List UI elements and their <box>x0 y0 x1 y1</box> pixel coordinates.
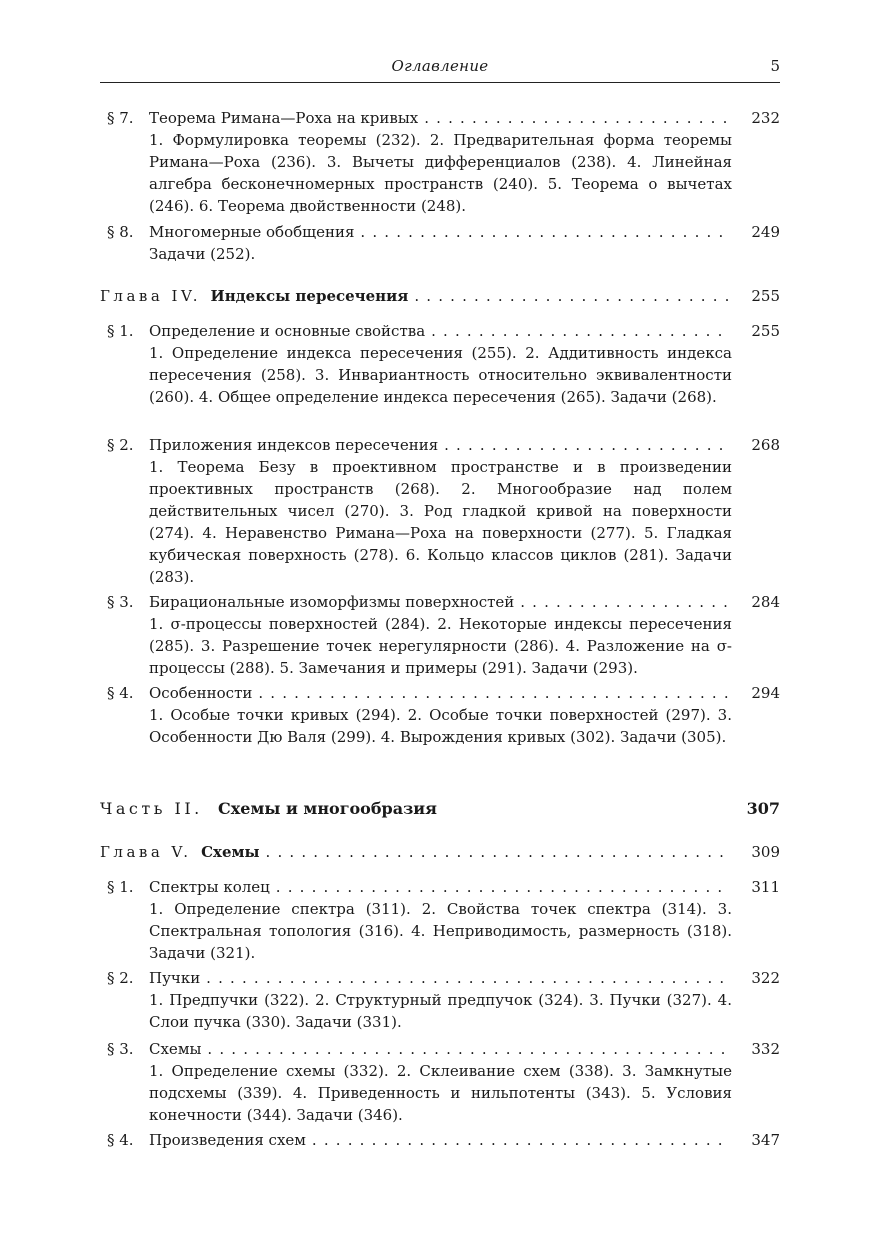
page-ref: 268 <box>751 436 780 454</box>
toc-entry-ch5-s4[interactable] <box>100 1129 780 1151</box>
subsections: 1. Теорема Безу в проективном пространстве и в произведении проективных пространств (268). 2. Многообразие над полем действительных чисел (270). 3. Род гладкой кривой на поверхности (274). 4. Неравенство Римана—Роха на поверхности (277). 5. Гладкая кубическая поверхность (278). 6. Кольцо классов циклов (281). Задачи (283). <box>149 458 732 586</box>
toc-entry-s7[interactable] <box>100 107 780 129</box>
section-title: Схемы . . . <box>149 1038 728 1060</box>
chapter-title-line <box>100 841 728 863</box>
chapter-title: Индексы пересечения <box>210 287 409 305</box>
subsections: 1. Определение схемы (332). 2. Склеивание схем (338). 3. Замкнутые подсхемы (339). 4. Приведенность и нильпотенты (343). 5. Условия конечности (344). Задачи (346). <box>149 1062 732 1124</box>
section-title: Пучки . . . <box>149 967 728 989</box>
section-number: § 2. <box>107 969 134 987</box>
toc-entry-ch4-s4[interactable] <box>100 682 780 704</box>
section-number: § 4. <box>107 684 134 702</box>
toc-entry-ch4-s2[interactable] <box>100 434 780 456</box>
page-ref: 294 <box>751 684 780 702</box>
page-ref: 255 <box>751 322 780 340</box>
page-ref: 307 <box>746 799 780 818</box>
subsections: 1. Определение спектра (311). 2. Свойства точек спектра (314). 3. Спектральная топология (316). 4. Неприводимость, размерность (318). Задачи (321). <box>149 900 732 962</box>
toc-entry-ch5-s3[interactable] <box>100 1038 780 1060</box>
subsections: 1. Предпучки (322). 2. Структурный предпучок (324). 3. Пучки (327). 4. Слои пучка (330). Задачи (331). <box>149 991 732 1031</box>
chapter-label: Глава V. <box>100 843 192 861</box>
subsections: Задачи (252). <box>149 245 256 263</box>
section-title: Теорема Римана—Роха на кривых . . . <box>149 107 728 129</box>
page-ref: 232 <box>751 109 780 127</box>
section-title: Произведения схем . . . <box>149 1129 728 1151</box>
section-title: Определение и основные свойства . . . <box>149 320 728 342</box>
section-number: § 2. <box>107 436 134 454</box>
section-number: § 8. <box>107 223 134 241</box>
chapter-title: Схемы <box>201 843 260 861</box>
page-ref: 309 <box>751 843 780 861</box>
toc-entry-ch5-s2[interactable] <box>100 967 780 989</box>
toc-part-2[interactable] <box>100 797 780 821</box>
section-title: Спектры колец . . . <box>149 876 728 898</box>
page-ref: 311 <box>751 878 780 896</box>
chapter-title-line <box>100 285 728 307</box>
toc-entry-ch5-s1[interactable] <box>100 876 780 898</box>
page-ref: 347 <box>751 1131 780 1149</box>
part-label: Часть II. <box>100 799 203 818</box>
section-title: Особенности . . . <box>149 682 728 704</box>
page-ref: 284 <box>751 593 780 611</box>
section-number: § 3. <box>107 593 134 611</box>
toc-chapter-5[interactable] <box>100 841 780 863</box>
toc-chapter-4[interactable] <box>100 285 780 307</box>
section-title: Многомерные обобщения . . . <box>149 221 728 243</box>
part-title-line <box>100 797 437 821</box>
page-ref: 249 <box>751 223 780 241</box>
header-page-number: 5 <box>770 57 780 75</box>
subsections: 1. Особые точки кривых (294). 2. Особые точки поверхностей (297). 3. Особенности Дю Валя (299). 4. Вырождения кривых (302). Задачи (305). <box>149 706 732 746</box>
part-title: Схемы и многообразия <box>218 799 437 818</box>
section-title: Бирациональные изоморфизмы поверхностей . . . <box>149 591 728 613</box>
section-number: § 1. <box>107 322 134 340</box>
running-header <box>100 56 780 83</box>
section-number: § 3. <box>107 1040 134 1058</box>
subsections: 1. σ-процессы поверхностей (284). 2. Некоторые индексы пересечения (285). 3. Разрешение точек нерегулярности (286). 4. Разложение на σ-процессы (288). 5. Замечания и примеры (291). Задачи (293). <box>149 615 732 677</box>
page-ref: 255 <box>751 287 780 305</box>
toc-entry-s8[interactable] <box>100 221 780 243</box>
chapter-label: Глава IV. <box>100 287 201 305</box>
page-ref: 322 <box>751 969 780 987</box>
header-title: Оглавление <box>391 57 489 75</box>
toc-entry-ch4-s3[interactable] <box>100 591 780 613</box>
section-number: § 7. <box>107 109 134 127</box>
section-number: § 1. <box>107 878 134 896</box>
page-ref: 332 <box>751 1040 780 1058</box>
subsections: 1. Определение индекса пересечения (255). 2. Аддитивность индекса пересечения (258). 3. Инвариантность относительно эквивалентности (260). 4. Общее определение индекса пересечения (265). Задачи (268). <box>149 344 732 406</box>
section-title: Приложения индексов пересечения . . . <box>149 434 728 456</box>
subsections: 1. Формулировка теоремы (232). 2. Предварительная форма теоремы Римана—Роха (236). 3. Вычеты дифференциалов (238). 4. Линейная алгебра бесконечномерных пространств (240). 5. Теорема о вычетах (246). 6. Теорема двойственности (248). <box>149 131 732 215</box>
toc-entry-ch4-s1[interactable] <box>100 320 780 342</box>
section-number: § 4. <box>107 1131 134 1149</box>
